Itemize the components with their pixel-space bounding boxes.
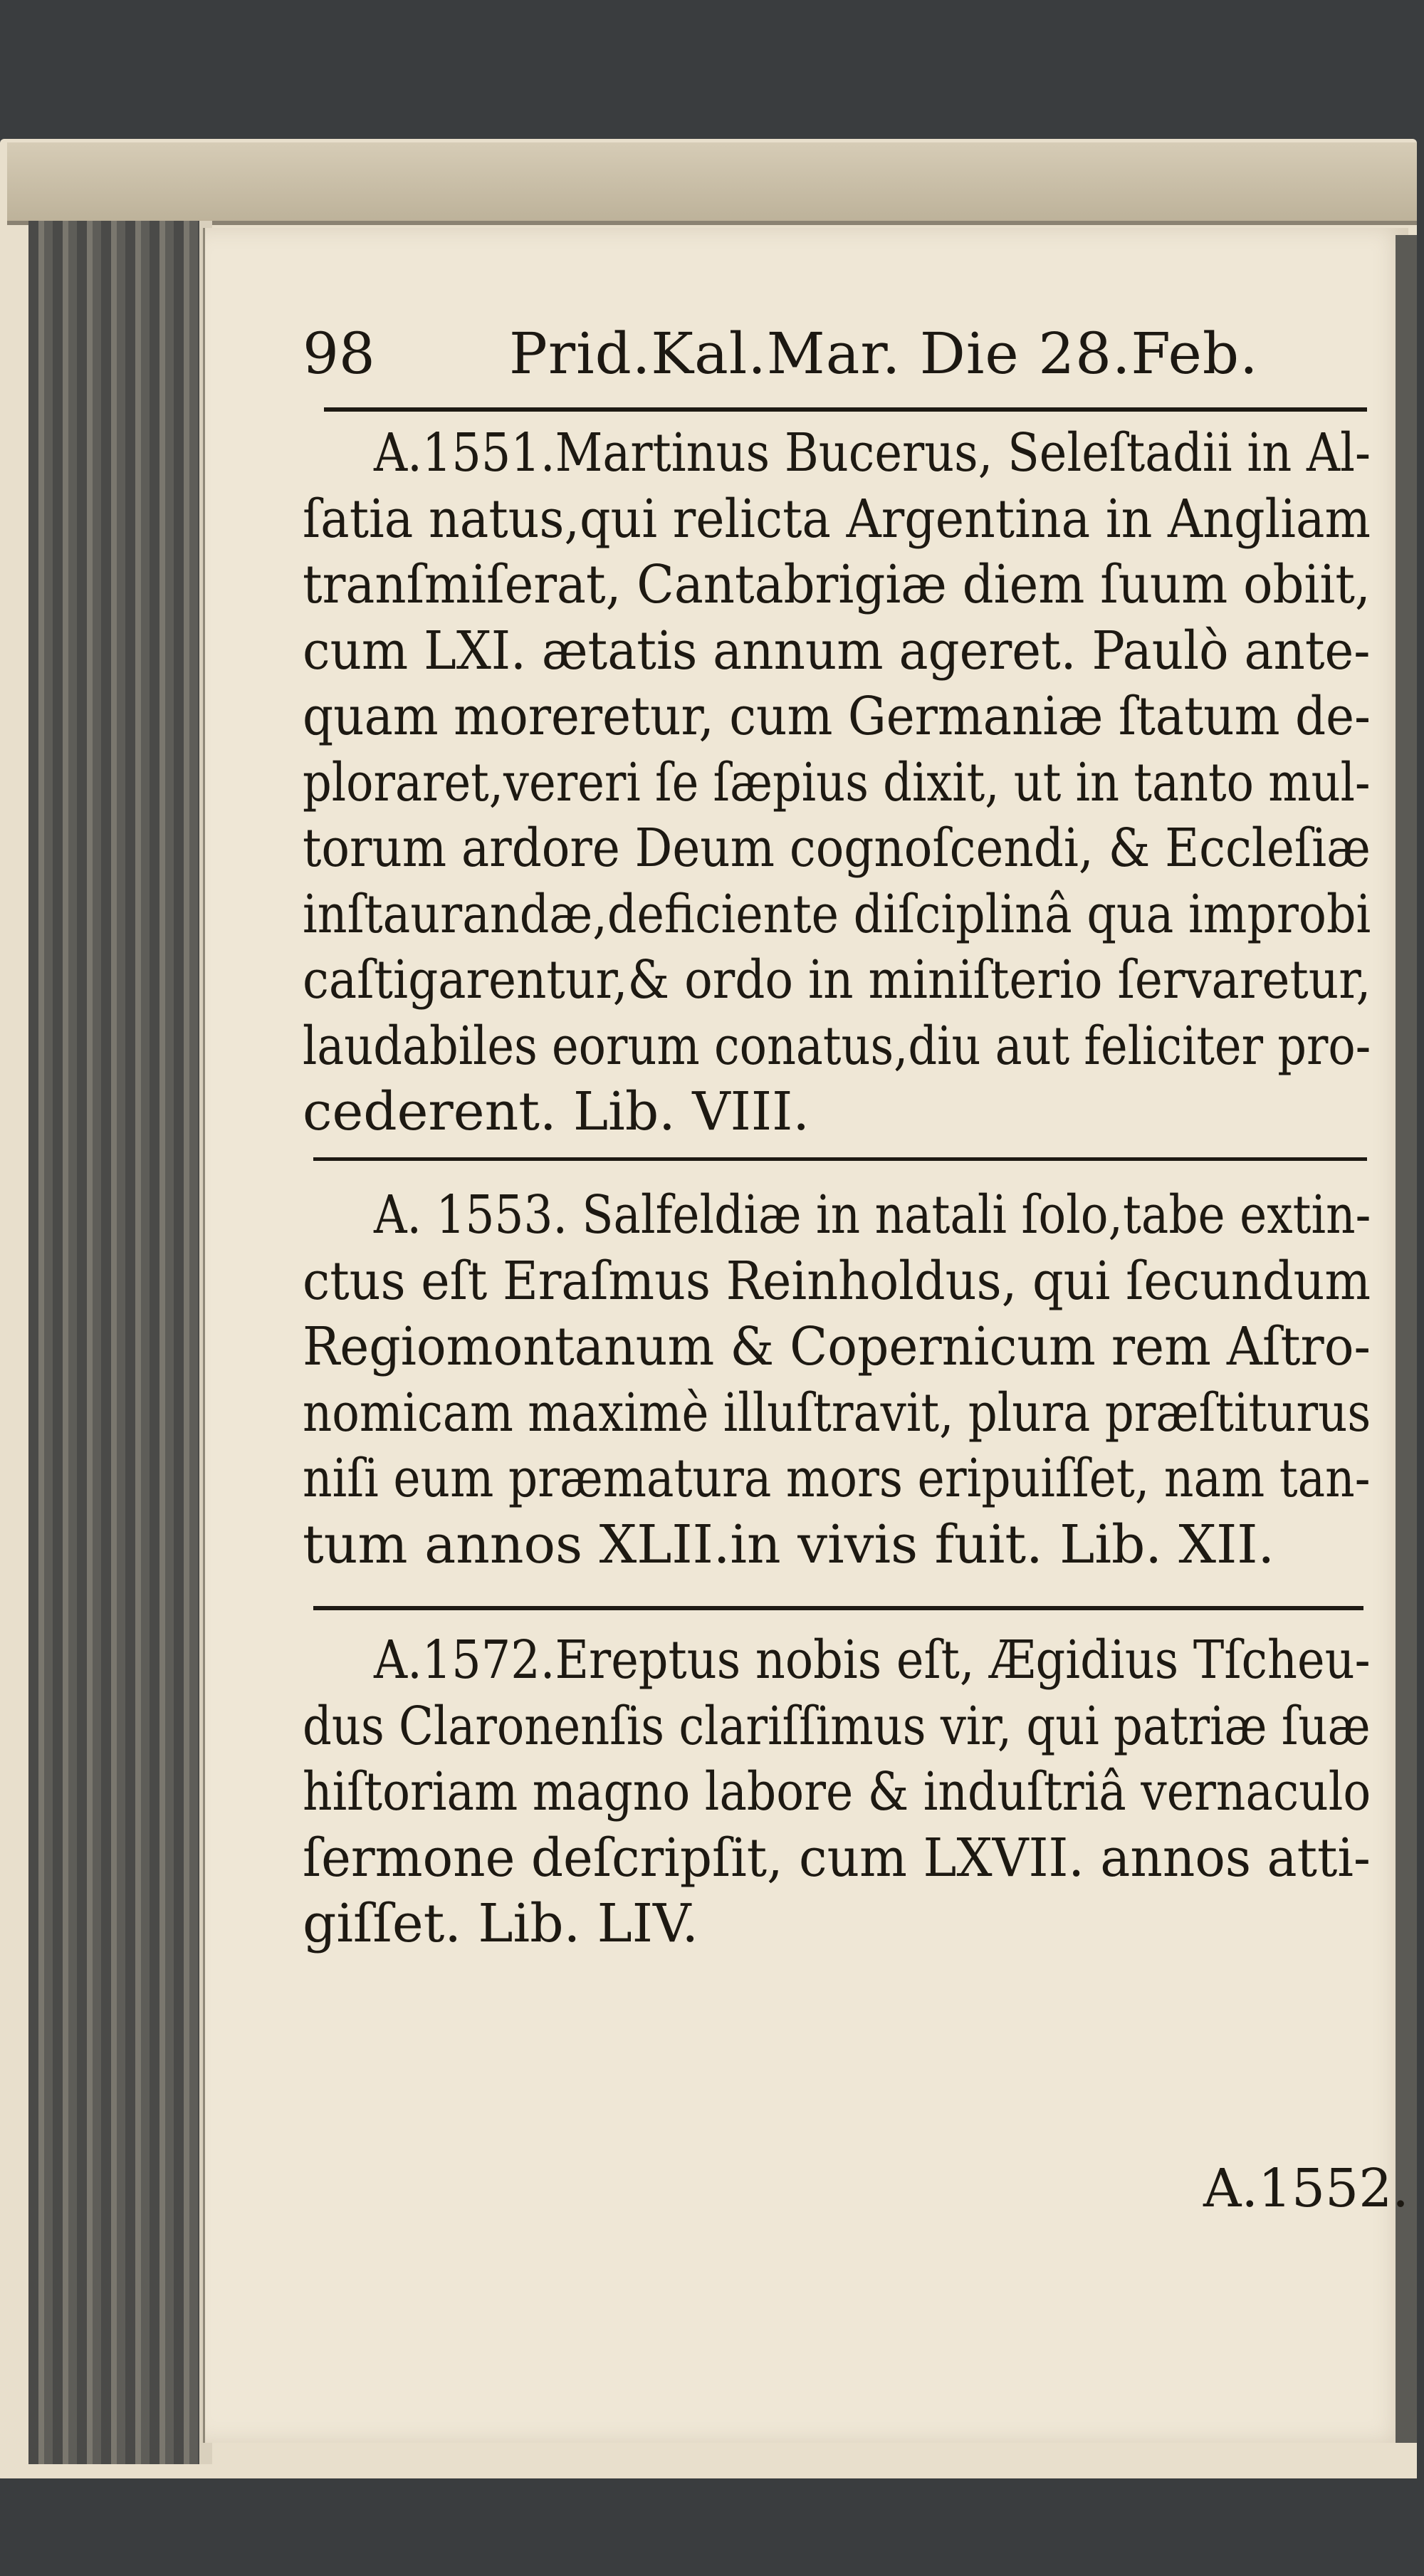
entry-tscheudus <box>303 1627 1371 1957</box>
running-head: Prid.Kal.Mar. Die 28.Feb. <box>509 320 1259 387</box>
text-line: tum annos XLII.in vivis fuit. Lib. XII. <box>303 1513 1275 1575</box>
text-line: quam moreretur, cum Germaniæ ſtatum de- <box>303 686 1371 747</box>
text-line: niſi eum præmatura mors eripuiſſet, nam tan- <box>303 1448 1371 1509</box>
background-bottom <box>0 2478 1424 2576</box>
section-rule <box>313 1606 1363 1610</box>
text-line: ctus eſt Eraſmus Reinholdus, qui ſecundum <box>303 1250 1371 1312</box>
text-line: A.1551.Martinus Bucerus, Seleſtadii in Al- <box>374 422 1371 484</box>
text-line: ploraret,vereri ſe ſæpius dixit, ut in tanto mul- <box>303 751 1371 813</box>
text-line: dus Claronenſis clariſſimus vir, qui patriæ ſuæ <box>303 1695 1371 1757</box>
text-line: laudabiles eorum conatus,diu aut feliciter pro- <box>303 1015 1371 1077</box>
book-right-edge <box>1396 235 1417 2443</box>
text-line: cum LXI. ætatis annum ageret. Paulò ante- <box>303 620 1371 682</box>
catchword: A.1552. <box>1203 2158 1409 2219</box>
text-line: caſtigarentur,& ordo in miniſterio ſervaretur, <box>303 949 1371 1011</box>
text-line: nomicam maximè illuſtravit, plura præſtiturus <box>303 1382 1371 1444</box>
text-line: A. 1553. Salfeldiæ in natali ſolo,tabe extin- <box>374 1184 1371 1246</box>
text-line: cederent. Lib. VIII. <box>303 1081 810 1142</box>
text-line: tranſmiſerat, Cantabrigiæ diem ſuum obiit, <box>303 554 1371 615</box>
header-rule <box>324 407 1367 412</box>
text-line: Regiomontanum & Copernicum rem Aſtro- <box>303 1316 1371 1377</box>
text-line: torum ardore Deum cognoſcendi, & Eccleſiæ <box>303 818 1371 879</box>
text-line: inſtaurandæ,deficiente diſciplinâ qua improbi <box>303 883 1371 945</box>
page-stack-edge <box>28 221 212 2464</box>
entry-bucerus <box>303 420 1371 1145</box>
text-line: giſſet. Lib. LIV. <box>303 1893 699 1954</box>
text-line: A.1572.Ereptus nobis eſt, Ægidius Tſcheu- <box>374 1629 1371 1691</box>
text-line: hiſtoriam magno labore & induſtriâ vernaculo <box>303 1761 1371 1823</box>
text-line: ſatia natus,qui relicta Argentina in Angliam <box>303 488 1371 550</box>
book-cover-top-edge <box>7 142 1417 225</box>
text-line: ſermone deſcripſit, cum LXVII. annos atti- <box>303 1827 1371 1889</box>
section-rule <box>313 1157 1367 1161</box>
entry-reinholdus <box>303 1182 1371 1578</box>
page-number: 98 <box>303 320 375 387</box>
